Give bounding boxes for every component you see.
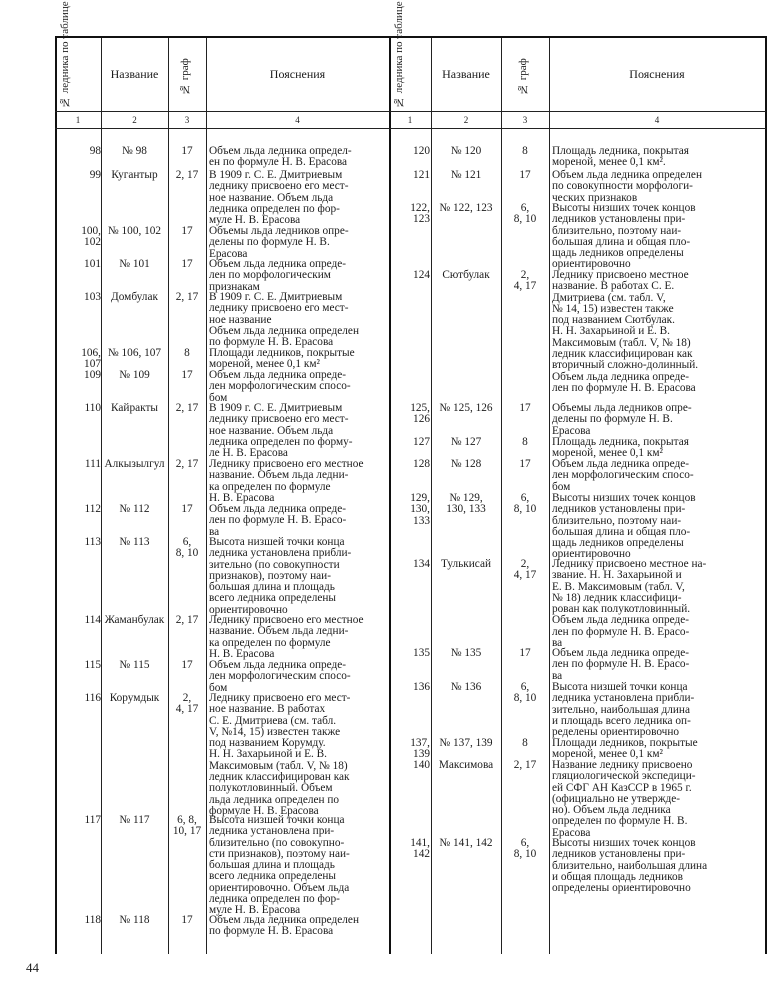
cell-note: Площади ледников, покрытые мореной, менее 0,1 км² — [209, 347, 355, 371]
cell-name: № 125, 126 — [439, 402, 493, 414]
cell-note: Название леднику присвоено гляциологической экспедици- ей СФГ АН КазССР в 1965 г. (официально не утвержде- но). Объем льда ледника определен по формуле Н. В. Ерасова — [552, 759, 696, 839]
cell-note: В 1909 г. С. Е. Дмитриевым леднику присвоено его мест- ное название Объем льда ледника определен по формуле Н. В. Ерасова — [209, 291, 359, 349]
cell-name: № 127 — [450, 436, 482, 448]
cell-name: № 117 — [119, 814, 150, 826]
cell-note: Высота низшей точки конца ледника установлена прибли- зительно (по совокупности признаков), поэтому наи- большая длина и площадь всего ледника определены ориентировочно — [209, 536, 352, 616]
header-notes: Пояснения — [629, 67, 685, 81]
cell-graf: 2, 4, 17 — [175, 692, 199, 716]
cell-num: 135 — [413, 647, 430, 659]
cell-graf: 17 — [519, 647, 531, 659]
cell-graf: 17 — [181, 369, 193, 381]
column-number: 4 — [295, 115, 300, 125]
cell-name: № 118 — [119, 914, 150, 926]
cell-name: № 115 — [119, 659, 150, 671]
cell-note: Высота низшей точки конца ледника установлена прибли- зительно, наибольшая длина и площадь всего ледника оп- ределены ориентировочно — [552, 681, 695, 739]
cell-graf: 17 — [519, 458, 531, 470]
cell-num: 103 — [84, 291, 101, 303]
cell-name: Максимова — [438, 759, 494, 771]
cell-num: 99 — [89, 169, 101, 181]
cell-num: 116 — [84, 692, 101, 704]
header-notes: Пояснения — [269, 67, 326, 81]
cell-graf: 2, 17 — [175, 614, 199, 626]
cell-graf: 8 — [522, 436, 528, 448]
cell-graf: 2, 17 — [175, 291, 199, 303]
cell-name: № 101 — [119, 258, 150, 270]
cell-num: 127 — [413, 436, 430, 448]
cell-note: В 1909 г. С. Е. Дмитриевым леднику присвоено его мест- ное название. Объем льда ледника определен по форму- ле Н. В. Ерасова — [209, 402, 353, 460]
cell-num: 106, 107 — [81, 347, 101, 371]
cell-name: № 136 — [450, 681, 482, 693]
cell-note: Объем льда ледника опреде- лен морфологическим спосо- бом — [552, 458, 694, 493]
cell-num: 117 — [84, 814, 101, 826]
cell-note: Объем льда ледника опреде- лен по морфологическим признакам — [209, 258, 347, 293]
cell-num: 121 — [413, 169, 430, 181]
cell-note: Объемы льда ледников опре- делены по формуле Н. В. Ерасова — [209, 225, 349, 260]
cell-num: 129, 130, 133 — [410, 492, 430, 527]
table-top-border — [55, 36, 766, 38]
cell-name: № 137, 139 — [439, 737, 493, 749]
cell-name: Алкызылгул — [104, 458, 165, 470]
column-divider — [549, 36, 550, 954]
cell-note: Леднику присвоено его местное название. Объем льда ледни- ка определен по формуле Н. В. Ерасова — [209, 614, 364, 660]
cell-graf: 8 — [522, 145, 528, 157]
header-graf: № граф — [179, 58, 191, 96]
cell-note: Объем льда ледника определен по формуле Н. В. Ерасова — [209, 914, 359, 938]
header-divider — [55, 111, 766, 112]
cell-graf: 8 — [184, 347, 190, 359]
column-number: 3 — [522, 115, 528, 125]
cell-name: Тулькисай — [440, 558, 492, 570]
header-name: Название — [110, 67, 159, 81]
page-number: 44 — [26, 960, 39, 975]
cell-name: № 129, 130, 133 — [446, 492, 486, 516]
cell-num: 122, 123 — [410, 202, 430, 226]
cell-name: № 113 — [119, 536, 150, 548]
cell-num: 118 — [84, 914, 101, 926]
cell-num: 101 — [84, 258, 101, 270]
cell-note: Объем льда ледника определен по совокупности морфологи- ческих признаков — [552, 169, 702, 204]
cell-name: Домбулак — [111, 291, 158, 303]
cell-num: 134 — [413, 558, 430, 570]
cell-num: 112 — [84, 503, 101, 515]
cell-graf: 6, 8, 10, 17 — [172, 814, 202, 838]
cell-name: Кугантыр — [111, 169, 158, 181]
cell-note: Объем льда ледника опреде- лен морфологическим спосо- бом — [209, 659, 351, 694]
column-number: 1 — [75, 115, 81, 125]
cell-graf: 6, 8, 10 — [513, 202, 537, 226]
cell-name: № 128 — [450, 458, 482, 470]
cell-name: № 106, 107 — [107, 347, 162, 359]
cell-note: Объем льда ледника опреде- лен морфологическим спосо- бом — [209, 369, 351, 404]
table-right-border — [765, 36, 767, 954]
cell-num: 114 — [84, 614, 101, 626]
cell-graf: 2, 17 — [175, 169, 199, 181]
cell-num: 140 — [413, 759, 430, 771]
cell-graf: 17 — [519, 169, 531, 181]
header-glacier-number: № ледника по таблице — [59, 1, 71, 108]
cell-note: Объем льда ледника опреде- лен по формуле Н. В. Ерасо- ва — [552, 647, 690, 682]
cell-num: 141, 142 — [410, 837, 430, 861]
cell-graf: 6, 8, 10 — [175, 536, 199, 560]
cell-graf: 17 — [181, 145, 193, 157]
cell-num: 115 — [84, 659, 101, 671]
cell-note: Площадь ледника, покрытая мореной, менее 0,1 км². — [552, 145, 689, 169]
cell-num: 98 — [89, 145, 101, 157]
header-name: Название — [442, 67, 490, 81]
cell-name: Жаманбулак — [104, 614, 165, 626]
column-number: 2 — [463, 115, 469, 125]
cell-graf: 6, 8, 10 — [513, 492, 537, 516]
cell-graf: 2, 4, 17 — [513, 269, 537, 293]
cell-graf: 17 — [181, 659, 193, 671]
cell-note: Высоты низших точек концов ледников установлены при- близительно, поэтому наи- большая длина и общая пло- щадь ледников определены ориентировочно — [552, 202, 696, 271]
cell-num: 111 — [84, 458, 101, 470]
cell-graf: 6, 8, 10 — [513, 681, 537, 705]
header-graf: № граф — [517, 58, 529, 96]
cell-num: 128 — [413, 458, 430, 470]
cell-num: 137, 139 — [410, 737, 430, 761]
cell-graf: 17 — [181, 914, 193, 926]
cell-graf: 2, 4, 17 — [513, 558, 537, 582]
cell-note: Площадь ледника, покрытая мореной, менее 0,1 км² — [552, 436, 689, 460]
cell-name: № 120 — [450, 145, 482, 157]
cell-note: Высоты низших точек концов ледников установлены при- близительно, наибольшая длина и общая площадь ледников определены ориентировочно — [552, 837, 708, 895]
cell-graf: 8 — [522, 737, 528, 749]
cell-num: 100, 102 — [81, 225, 101, 249]
cell-graf: 6, 8, 10 — [513, 837, 537, 861]
column-number-divider — [55, 128, 766, 129]
cell-note: Высота низшей точки конца ледника установлена при- близительно (по совокупно- сти признаков), поэтому наи- большая длина и площадь всего ледника определены ориентировочно. Объем льда ледника определен по фор- муле Н. В. Ерасова — [209, 814, 350, 917]
column-number: 4 — [654, 115, 660, 125]
cell-graf: 2, 17 — [175, 402, 199, 414]
header-glacier-number: № ледника по таблице — [393, 1, 405, 108]
cell-name: № 98 — [122, 145, 147, 157]
cell-num: 113 — [84, 536, 101, 548]
cell-num: 124 — [413, 269, 430, 281]
cell-note: Объемы льда ледников опре- делены по формуле Н. В. Ерасова — [552, 402, 692, 437]
cell-num: 136 — [413, 681, 430, 693]
cell-note: Леднику присвоено местное название. В работах С. Е. Дмитриева (см. табл. V, № 14, 15) известен также под названием Сютбулак. Н. Н. Захарьиной и Е. В. Максимовым (табл. V, № 18) ледник классифицирован как вторичный сложно-долинный. Объем льда ледника опреде- лен по формуле Н. В. Ерасова — [552, 269, 699, 394]
cell-note: Объем льда ледника опреде- лен по формуле Н. В. Ерасо- ва — [209, 503, 347, 538]
cell-note: Леднику присвоено местное на- звание. Н. Н. Захарьиной и Е. В. Максимовым (табл. V, № 18) ледник классифици- рован как полукотловинный. Объем льда ледника опреде- лен по формуле Н. В. Ерасо- ва — [552, 558, 707, 650]
cell-name: № 122, 123 — [439, 202, 493, 214]
cell-name: № 121 — [450, 169, 482, 181]
cell-name: Кайракты — [111, 402, 158, 414]
cell-note: Высоты низших точек концов ледников установлены при- близительно, поэтому наи- большая длина и общая пло- щадь ледников определены ориентировочно — [552, 492, 696, 561]
cell-graf: 2, 17 — [513, 759, 537, 771]
cell-name: Сютбулак — [442, 269, 490, 281]
cell-note: В 1909 г. С. Е. Дмитриевым леднику присвоено его мест- ное название. Объем льда ледника определен по фор- муле Н. В. Ерасова — [209, 169, 349, 227]
cell-name: № 135 — [450, 647, 482, 659]
column-number: 3 — [184, 115, 190, 125]
cell-name: № 100, 102 — [107, 225, 162, 237]
cell-name: № 112 — [119, 503, 150, 515]
cell-name: № 141, 142 — [439, 837, 493, 849]
cell-num: 125, 126 — [410, 402, 430, 426]
cell-graf: 17 — [181, 503, 193, 515]
column-number: 2 — [132, 115, 137, 125]
cell-graf: 17 — [519, 402, 531, 414]
column-number: 1 — [407, 115, 413, 125]
cell-note: Объем льда ледника определ- ен по формуле Н. В. Ерасова — [209, 145, 352, 169]
cell-name: Корумдык — [109, 692, 160, 704]
cell-graf: 2, 17 — [175, 458, 199, 470]
cell-note: Площади ледников, покрытые мореной, менее 0,1 км² — [552, 737, 698, 761]
cell-name: № 109 — [119, 369, 150, 381]
cell-num: 109 — [84, 369, 101, 381]
cell-num: 120 — [413, 145, 430, 157]
cell-graf: 17 — [181, 225, 193, 237]
cell-note: Леднику присвоено его мест- ное название. В работах С. Е. Дмитриева (см. табл. V, №14, 15) известен также под названием Корумду. Н. Н. Захарьиной и Е. В. Максимовым (табл. V, № 18) ледник классифицирован как полукотловинный. Объем льда ледника определен по формуле Н. В. Ерасова — [209, 692, 351, 817]
cell-note: Леднику присвоено его местное название. Объем льда ледни- ка определен по формуле Н. В. Ерасова — [209, 458, 364, 504]
column-divider — [206, 36, 207, 954]
cell-num: 110 — [84, 402, 101, 414]
cell-graf: 17 — [181, 258, 193, 270]
